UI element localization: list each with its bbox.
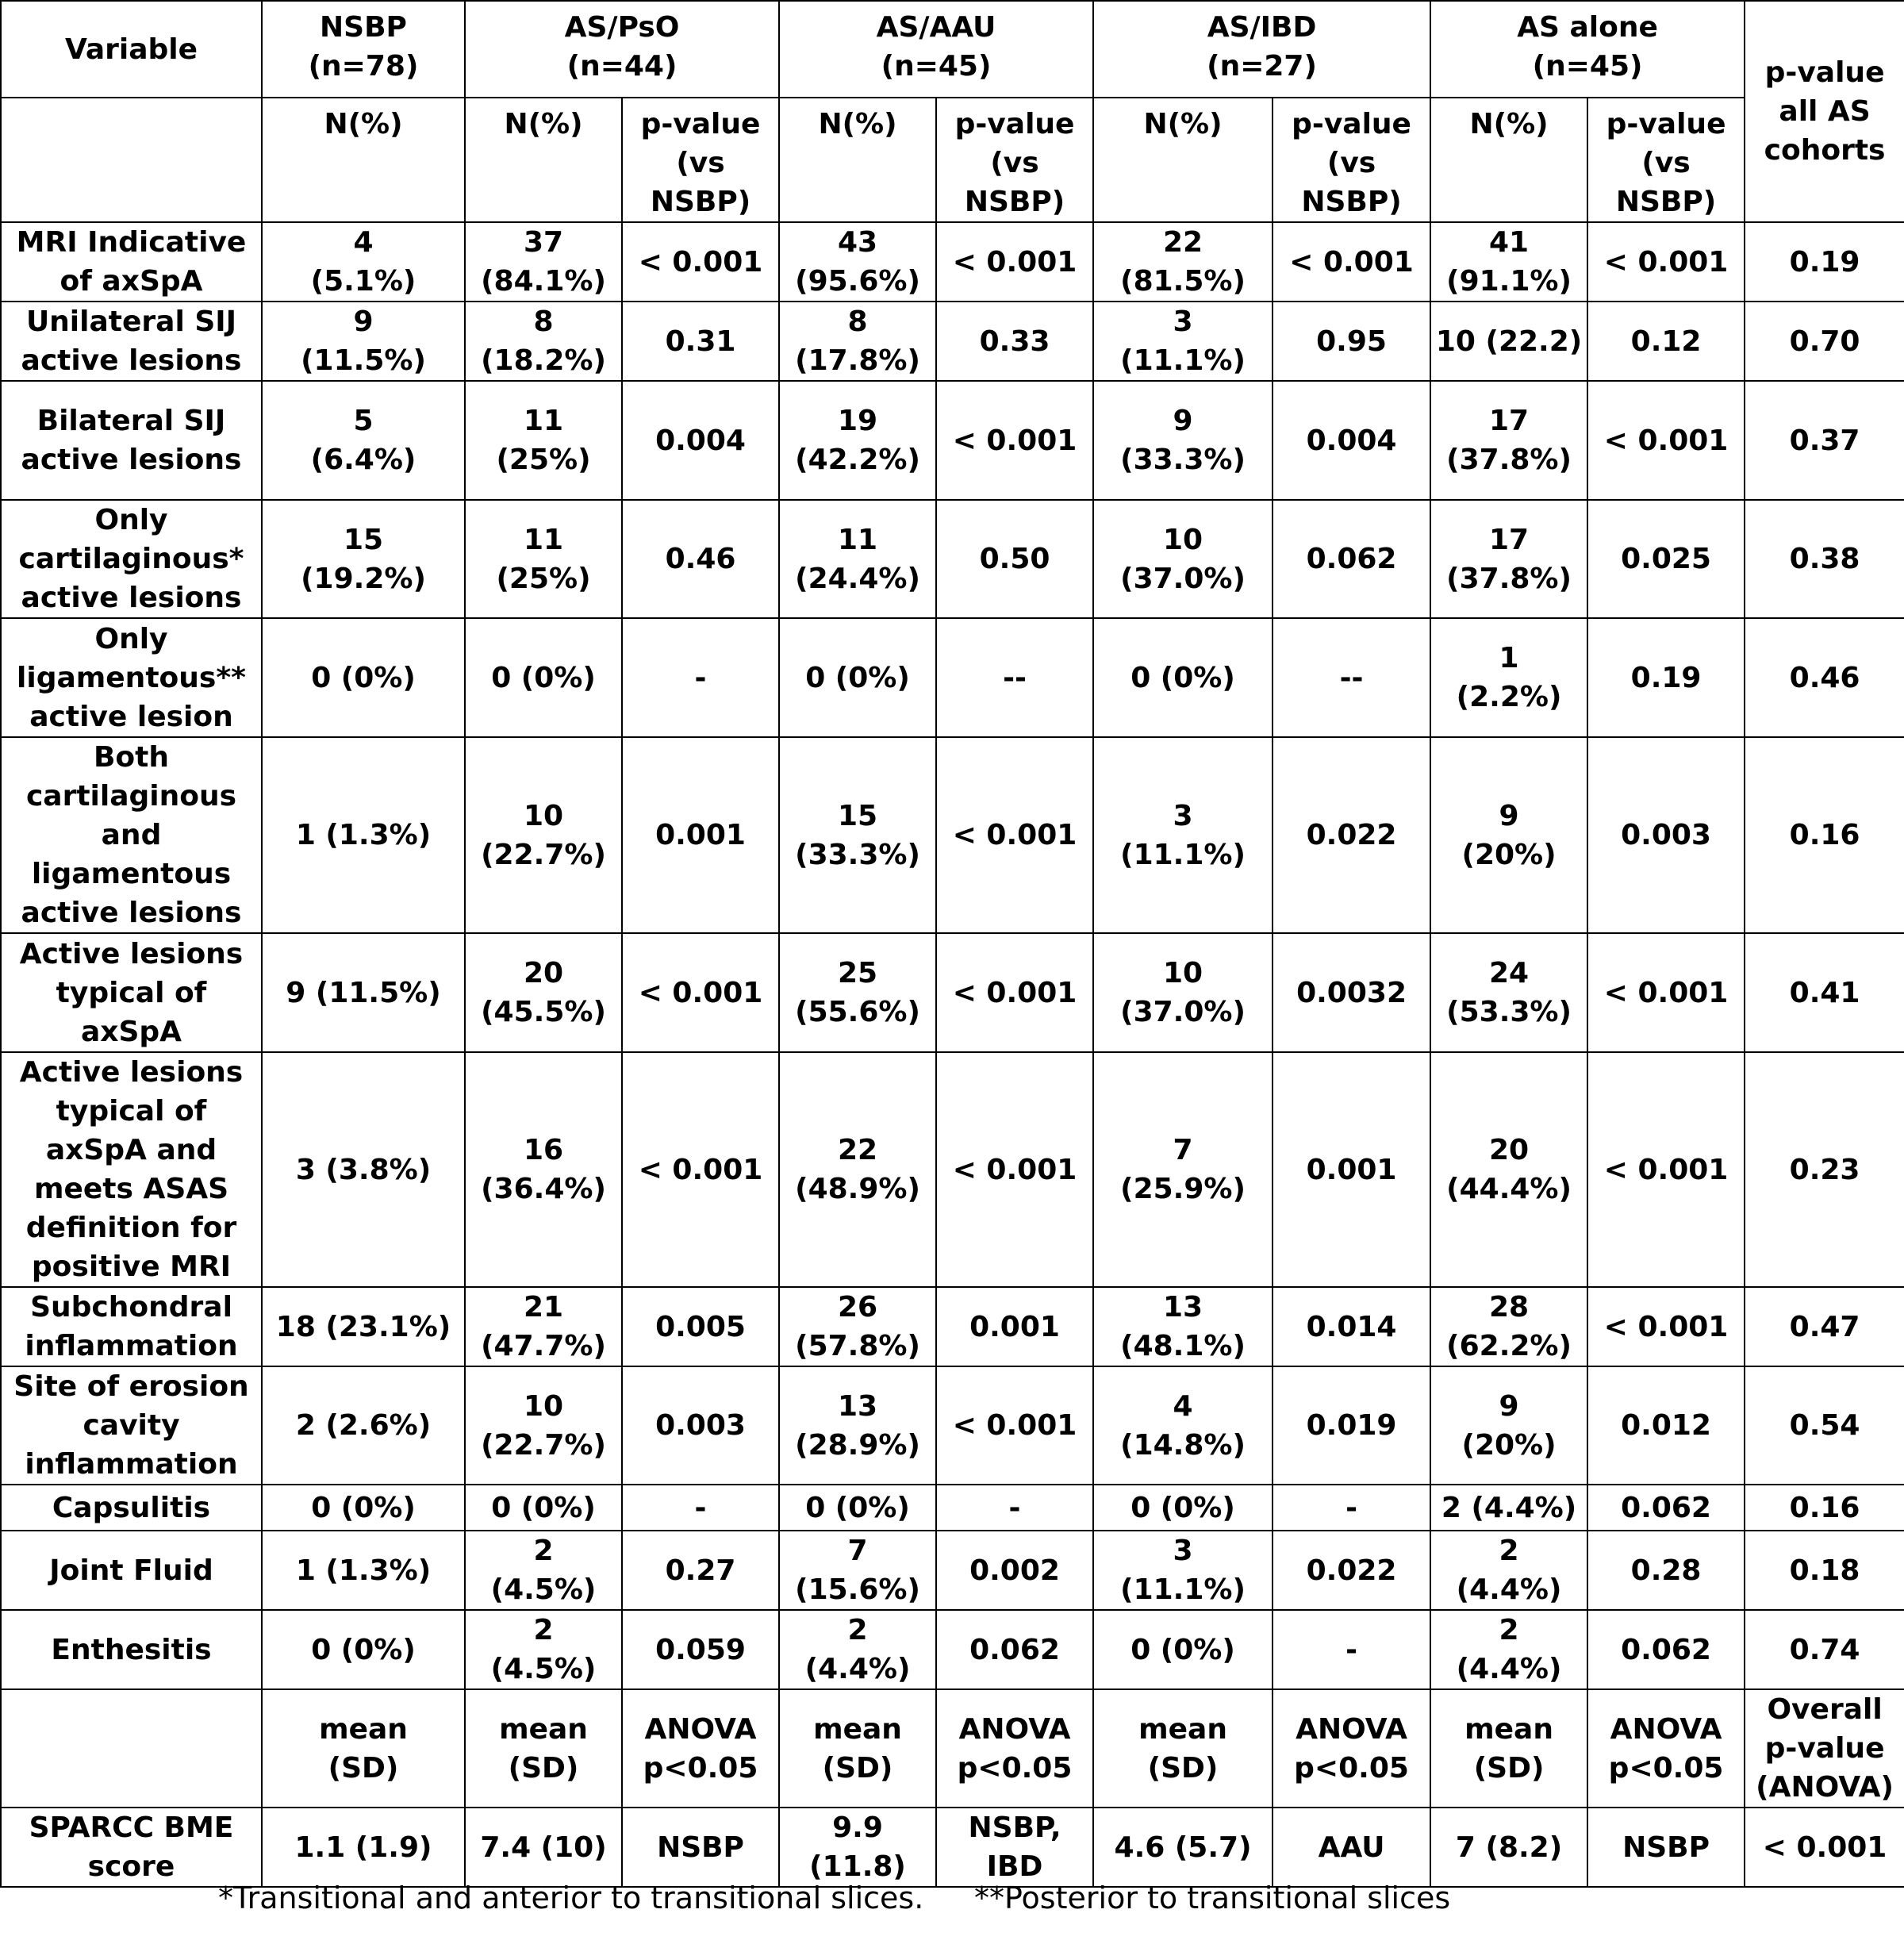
- cell-as-pso-pvalue: < 0.001: [622, 933, 779, 1052]
- cell-variable-label: Active lesions typical of axSpA: [1, 933, 262, 1052]
- cell-as-alone-n: 9 (20%): [1430, 1366, 1587, 1485]
- cell-variable-label: Only cartilaginous* active lesions: [1, 500, 262, 618]
- cell-as-alone-pvalue: ANOVA p<0.05: [1587, 1689, 1745, 1808]
- cell-as-pso-pvalue: 0.003: [622, 1366, 779, 1485]
- cell-as-pso-n: 2 (4.5%): [465, 1531, 622, 1610]
- cell-nsbp-n: 0 (0%): [262, 618, 465, 737]
- cell-nsbp-n: 0 (0%): [262, 1610, 465, 1689]
- footnote-ligamentous: **Posterior to transitional slices: [974, 1881, 1451, 1915]
- header-group-as-aau: AS/AAU (n=45): [779, 1, 1093, 98]
- cell-as-pso-n: 7.4 (10): [465, 1808, 622, 1887]
- header-group-nsbp: NSBP (n=78): [262, 1, 465, 98]
- cell-as-aau-pvalue: < 0.001: [936, 381, 1093, 500]
- cell-as-pso-n: 37 (84.1%): [465, 222, 622, 302]
- cell-as-alone-pvalue: 0.12: [1587, 302, 1745, 381]
- cell-as-aau-pvalue: 0.33: [936, 302, 1093, 381]
- header-row-groups: [1, 1, 1904, 98]
- cell-variable-label: Bilateral SIJ active lesions: [1, 381, 262, 500]
- cell-as-aau-n: 15 (33.3%): [779, 737, 936, 933]
- cell-as-pso-n: 11 (25%): [465, 381, 622, 500]
- cell-as-pso-pvalue: 0.004: [622, 381, 779, 500]
- cell-as-aau-pvalue: < 0.001: [936, 1052, 1093, 1287]
- header-variable: Variable: [1, 1, 262, 98]
- cell-as-aau-n: 22 (48.9%): [779, 1052, 936, 1287]
- header-group-as-alone: AS alone (n=45): [1430, 1, 1745, 98]
- cell-variable-label: Joint Fluid: [1, 1531, 262, 1610]
- cell-as-aau-n: 19 (42.2%): [779, 381, 936, 500]
- cell-as-alone-n: 7 (8.2): [1430, 1808, 1587, 1887]
- table-row: [1, 381, 1904, 500]
- cell-as-alone-n: 17 (37.8%): [1430, 500, 1587, 618]
- cell-nsbp-n: 2 (2.6%): [262, 1366, 465, 1485]
- cell-as-alone-n: 17 (37.8%): [1430, 381, 1587, 500]
- cell-as-ibd-n: 7 (25.9%): [1093, 1052, 1273, 1287]
- cell-nsbp-n: mean (SD): [262, 1689, 465, 1808]
- cell-as-ibd-pvalue: --: [1273, 618, 1430, 737]
- cell-as-alone-pvalue: 0.19: [1587, 618, 1745, 737]
- cell-nsbp-n: 15 (19.2%): [262, 500, 465, 618]
- cell-variable-label: Subchondral inflammation: [1, 1287, 262, 1366]
- cell-variable-label: Site of erosion cavity inflammation: [1, 1366, 262, 1485]
- cell-as-alone-pvalue: < 0.001: [1587, 1052, 1745, 1287]
- cell-as-ibd-pvalue: 0.022: [1273, 1531, 1430, 1610]
- cell-as-aau-pvalue: NSBP, IBD: [936, 1808, 1093, 1887]
- cell-as-pso-n: 11 (25%): [465, 500, 622, 618]
- cell-as-alone-pvalue: 0.062: [1587, 1610, 1745, 1689]
- cell-nsbp-n: 1 (1.3%): [262, 737, 465, 933]
- cell-variable-label: SPARCC BME score: [1, 1808, 262, 1887]
- cell-overall-pvalue: 0.37: [1745, 381, 1904, 500]
- cell-nsbp-n: 1.1 (1.9): [262, 1808, 465, 1887]
- table-row: [1, 1689, 1904, 1808]
- cell-as-pso-pvalue: 0.005: [622, 1287, 779, 1366]
- cell-as-ibd-n: 3 (11.1%): [1093, 737, 1273, 933]
- cell-as-aau-pvalue: ANOVA p<0.05: [936, 1689, 1093, 1808]
- subheader-pvalue-vs-nsbp: p-value (vs NSBP): [936, 98, 1093, 222]
- subheader-n-pct: N(%): [1093, 98, 1273, 222]
- table-row: [1, 1052, 1904, 1287]
- table-row: [1, 737, 1904, 933]
- cell-as-aau-pvalue: < 0.001: [936, 737, 1093, 933]
- cell-as-ibd-pvalue: ANOVA p<0.05: [1273, 1689, 1430, 1808]
- subheader-n-pct: N(%): [1430, 98, 1587, 222]
- cell-overall-pvalue: 0.70: [1745, 302, 1904, 381]
- cell-as-pso-n: 21 (47.7%): [465, 1287, 622, 1366]
- table-row: [1, 1287, 1904, 1366]
- cell-overall-pvalue: 0.18: [1745, 1531, 1904, 1610]
- cell-as-alone-n: 2 (4.4%): [1430, 1610, 1587, 1689]
- cell-nsbp-n: 9 (11.5%): [262, 302, 465, 381]
- cell-as-ibd-pvalue: 0.001: [1273, 1052, 1430, 1287]
- cell-overall-pvalue: 0.41: [1745, 933, 1904, 1052]
- cell-as-ibd-pvalue: AAU: [1273, 1808, 1430, 1887]
- cell-nsbp-n: 1 (1.3%): [262, 1531, 465, 1610]
- cell-as-pso-pvalue: -: [622, 1485, 779, 1531]
- table-row: [1, 933, 1904, 1052]
- cell-overall-pvalue: 0.54: [1745, 1366, 1904, 1485]
- cell-as-pso-n: 0 (0%): [465, 1485, 622, 1531]
- cell-as-ibd-pvalue: 0.019: [1273, 1366, 1430, 1485]
- cell-as-aau-n: 43 (95.6%): [779, 222, 936, 302]
- cell-as-aau-pvalue: 0.50: [936, 500, 1093, 618]
- cell-as-aau-n: 8 (17.8%): [779, 302, 936, 381]
- cell-as-aau-n: mean (SD): [779, 1689, 936, 1808]
- cell-as-ibd-n: 10 (37.0%): [1093, 933, 1273, 1052]
- subheader-pvalue-vs-nsbp: p-value (vs NSBP): [1273, 98, 1430, 222]
- table-footnotes: [0, 1874, 1904, 1922]
- cell-as-alone-n: 9 (20%): [1430, 737, 1587, 933]
- cell-variable-label: Capsulitis: [1, 1485, 262, 1531]
- cell-as-ibd-n: 0 (0%): [1093, 618, 1273, 737]
- cell-as-alone-pvalue: < 0.001: [1587, 381, 1745, 500]
- cell-as-alone-n: 10 (22.2): [1430, 302, 1587, 381]
- cell-as-aau-pvalue: --: [936, 618, 1093, 737]
- cell-as-ibd-pvalue: 0.95: [1273, 302, 1430, 381]
- cell-as-alone-pvalue: NSBP: [1587, 1808, 1745, 1887]
- cell-variable-label: Unilateral SIJ active lesions: [1, 302, 262, 381]
- cell-as-alone-n: 24 (53.3%): [1430, 933, 1587, 1052]
- cell-overall-pvalue: 0.23: [1745, 1052, 1904, 1287]
- cell-nsbp-n: 18 (23.1%): [262, 1287, 465, 1366]
- header-overall-pvalue: p-value all AS cohorts: [1745, 1, 1904, 222]
- cell-as-aau-n: 2 (4.4%): [779, 1610, 936, 1689]
- cell-variable-label: Only ligamentous** active lesion: [1, 618, 262, 737]
- cell-as-pso-n: mean (SD): [465, 1689, 622, 1808]
- cell-as-pso-n: 0 (0%): [465, 618, 622, 737]
- cell-as-alone-n: mean (SD): [1430, 1689, 1587, 1808]
- cell-as-aau-n: 0 (0%): [779, 618, 936, 737]
- cell-as-ibd-n: 10 (37.0%): [1093, 500, 1273, 618]
- cell-overall-pvalue: 0.74: [1745, 1610, 1904, 1689]
- cell-as-ibd-n: 3 (11.1%): [1093, 302, 1273, 381]
- cell-variable-label: MRI Indicative of axSpA: [1, 222, 262, 302]
- cell-as-ibd-n: 9 (33.3%): [1093, 381, 1273, 500]
- subheader-pvalue-vs-nsbp: p-value (vs NSBP): [622, 98, 779, 222]
- cell-overall-pvalue: 0.38: [1745, 500, 1904, 618]
- subheader-pvalue-vs-nsbp: p-value (vs NSBP): [1587, 98, 1745, 222]
- cell-as-ibd-n: 0 (0%): [1093, 1485, 1273, 1531]
- cell-as-pso-pvalue: 0.001: [622, 737, 779, 933]
- cell-as-ibd-pvalue: 0.014: [1273, 1287, 1430, 1366]
- cell-as-aau-n: 9.9 (11.8): [779, 1808, 936, 1887]
- cell-as-aau-n: 26 (57.8%): [779, 1287, 936, 1366]
- cell-as-pso-pvalue: < 0.001: [622, 222, 779, 302]
- cell-nsbp-n: 3 (3.8%): [262, 1052, 465, 1287]
- cell-as-alone-n: 41 (91.1%): [1430, 222, 1587, 302]
- cell-as-alone-pvalue: < 0.001: [1587, 933, 1745, 1052]
- table-body: [1, 222, 1904, 1887]
- cell-as-pso-n: 8 (18.2%): [465, 302, 622, 381]
- cell-as-aau-pvalue: 0.062: [936, 1610, 1093, 1689]
- footnote-cartilaginous: *Transitional and anterior to transitional slices.: [218, 1881, 924, 1915]
- header-variable-blank: [1, 98, 262, 222]
- cell-nsbp-n: 9 (11.5%): [262, 933, 465, 1052]
- cell-as-aau-pvalue: 0.001: [936, 1287, 1093, 1366]
- cell-as-aau-n: 13 (28.9%): [779, 1366, 936, 1485]
- cell-nsbp-n: 0 (0%): [262, 1485, 465, 1531]
- cell-as-pso-pvalue: -: [622, 618, 779, 737]
- cell-as-aau-n: 0 (0%): [779, 1485, 936, 1531]
- cell-as-pso-n: 2 (4.5%): [465, 1610, 622, 1689]
- cell-as-alone-pvalue: < 0.001: [1587, 222, 1745, 302]
- cell-overall-pvalue: 0.19: [1745, 222, 1904, 302]
- cell-as-pso-pvalue: < 0.001: [622, 1052, 779, 1287]
- cell-overall-pvalue: Overall p-value (ANOVA): [1745, 1689, 1904, 1808]
- cell-as-pso-pvalue: NSBP: [622, 1808, 779, 1887]
- cell-nsbp-n: 5 (6.4%): [262, 381, 465, 500]
- cell-as-pso-pvalue: ANOVA p<0.05: [622, 1689, 779, 1808]
- subheader-n-pct: N(%): [779, 98, 936, 222]
- cell-as-ibd-n: 22 (81.5%): [1093, 222, 1273, 302]
- cell-as-ibd-pvalue: -: [1273, 1485, 1430, 1531]
- cell-as-pso-pvalue: 0.27: [622, 1531, 779, 1610]
- cell-as-alone-n: 28 (62.2%): [1430, 1287, 1587, 1366]
- cell-as-ibd-pvalue: 0.004: [1273, 381, 1430, 500]
- table-row: [1, 618, 1904, 737]
- cell-as-alone-pvalue: 0.28: [1587, 1531, 1745, 1610]
- cell-as-ibd-n: 13 (48.1%): [1093, 1287, 1273, 1366]
- cell-as-aau-pvalue: < 0.001: [936, 1366, 1093, 1485]
- cell-as-pso-pvalue: 0.31: [622, 302, 779, 381]
- cell-variable-label: Enthesitis: [1, 1610, 262, 1689]
- cell-as-alone-pvalue: 0.025: [1587, 500, 1745, 618]
- cell-variable-label: Active lesions typical of axSpA and meets ASAS definition for positive MRI: [1, 1052, 262, 1287]
- cell-as-aau-pvalue: 0.002: [936, 1531, 1093, 1610]
- cell-as-aau-pvalue: < 0.001: [936, 933, 1093, 1052]
- table-row: [1, 1366, 1904, 1485]
- cell-as-pso-pvalue: 0.059: [622, 1610, 779, 1689]
- cell-as-pso-n: 20 (45.5%): [465, 933, 622, 1052]
- cell-as-alone-n: 2 (4.4%): [1430, 1485, 1587, 1531]
- cell-as-pso-n: 16 (36.4%): [465, 1052, 622, 1287]
- cell-overall-pvalue: 0.16: [1745, 737, 1904, 933]
- cell-as-aau-n: 7 (15.6%): [779, 1531, 936, 1610]
- table-row: [1, 222, 1904, 302]
- table-row: [1, 1531, 1904, 1610]
- subheader-n-pct: N(%): [465, 98, 622, 222]
- cell-variable-label: [1, 1689, 262, 1808]
- cell-as-ibd-pvalue: 0.022: [1273, 737, 1430, 933]
- cell-as-ibd-n: 0 (0%): [1093, 1610, 1273, 1689]
- cell-as-aau-n: 11 (24.4%): [779, 500, 936, 618]
- cell-as-ibd-n: mean (SD): [1093, 1689, 1273, 1808]
- cell-variable-label: Both cartilaginous and ligamentous active lesions: [1, 737, 262, 933]
- cell-as-aau-pvalue: < 0.001: [936, 222, 1093, 302]
- table-row: [1, 500, 1904, 618]
- cell-as-ibd-n: 4 (14.8%): [1093, 1366, 1273, 1485]
- cell-as-ibd-pvalue: < 0.001: [1273, 222, 1430, 302]
- cell-as-alone-n: 1 (2.2%): [1430, 618, 1587, 737]
- header-group-as-pso: AS/PsO (n=44): [465, 1, 779, 98]
- table-row: [1, 302, 1904, 381]
- table-row: [1, 1610, 1904, 1689]
- cell-overall-pvalue: 0.47: [1745, 1287, 1904, 1366]
- cell-as-aau-pvalue: -: [936, 1485, 1093, 1531]
- cell-as-pso-n: 10 (22.7%): [465, 1366, 622, 1485]
- cell-as-ibd-pvalue: 0.062: [1273, 500, 1430, 618]
- cell-as-alone-pvalue: < 0.001: [1587, 1287, 1745, 1366]
- cell-as-ibd-pvalue: 0.0032: [1273, 933, 1430, 1052]
- cell-as-alone-n: 20 (44.4%): [1430, 1052, 1587, 1287]
- header-group-as-ibd: AS/IBD (n=27): [1093, 1, 1430, 98]
- cell-overall-pvalue: < 0.001: [1745, 1808, 1904, 1887]
- table-row: [1, 1485, 1904, 1531]
- cell-as-alone-n: 2 (4.4%): [1430, 1531, 1587, 1610]
- cell-overall-pvalue: 0.46: [1745, 618, 1904, 737]
- cell-as-ibd-n: 4.6 (5.7): [1093, 1808, 1273, 1887]
- cell-as-aau-n: 25 (55.6%): [779, 933, 936, 1052]
- cell-as-ibd-pvalue: -: [1273, 1610, 1430, 1689]
- cell-as-pso-pvalue: 0.46: [622, 500, 779, 618]
- cell-as-ibd-n: 3 (11.1%): [1093, 1531, 1273, 1610]
- cell-as-alone-pvalue: 0.062: [1587, 1485, 1745, 1531]
- cell-overall-pvalue: 0.16: [1745, 1485, 1904, 1531]
- header-row-subheaders: [1, 98, 1904, 222]
- cell-nsbp-n: 4 (5.1%): [262, 222, 465, 302]
- cell-as-pso-n: 10 (22.7%): [465, 737, 622, 933]
- cell-as-alone-pvalue: 0.012: [1587, 1366, 1745, 1485]
- cell-as-alone-pvalue: 0.003: [1587, 737, 1745, 933]
- subheader-n-pct: N(%): [262, 98, 465, 222]
